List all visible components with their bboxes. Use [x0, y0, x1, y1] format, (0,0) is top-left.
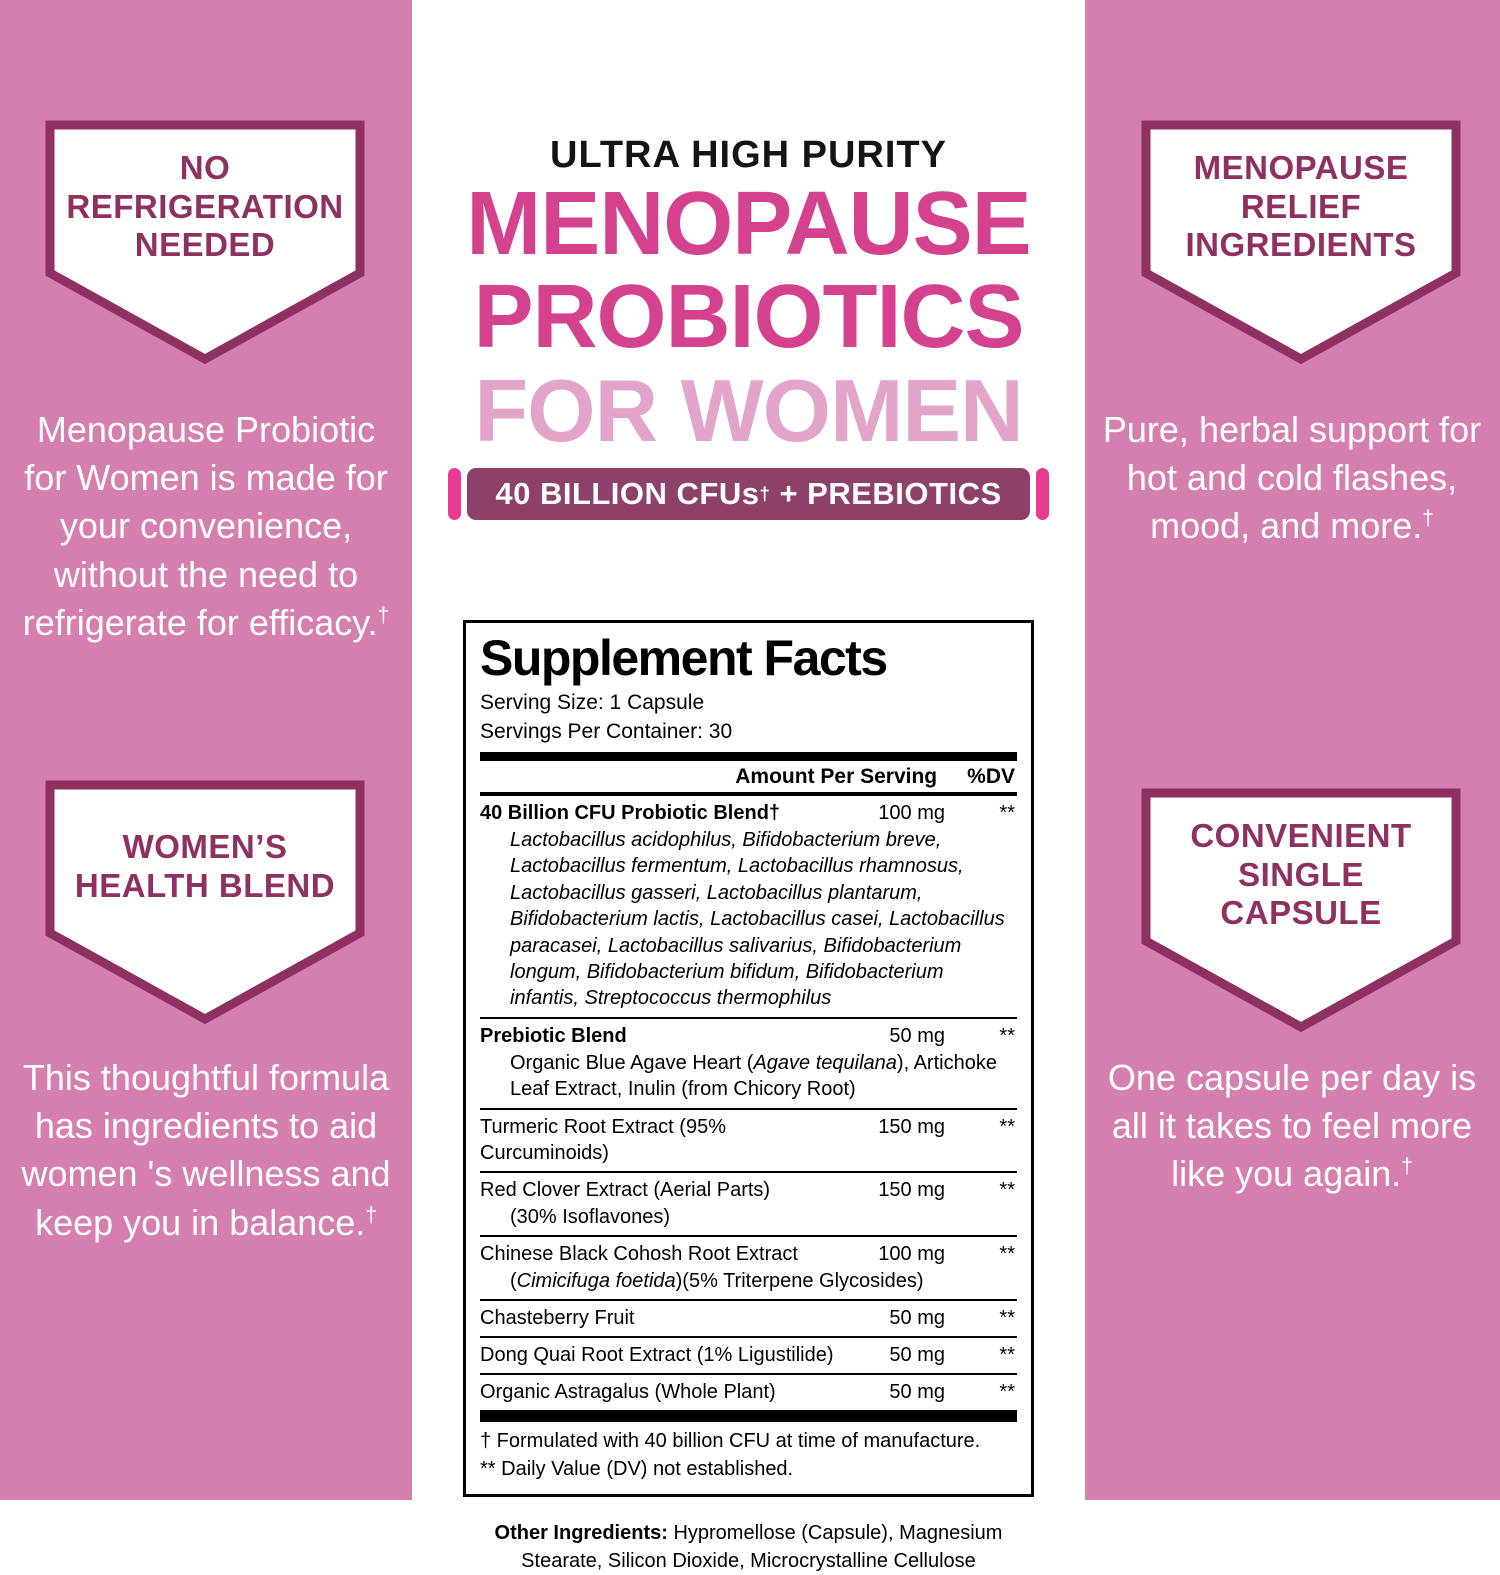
paragraph-no-refrigeration [12, 406, 400, 647]
ingredient-name: Chinese Black Cohosh Root Extract [480, 1242, 798, 1265]
ingredient-row [480, 1173, 1017, 1237]
divider-thick-bar-bottom [480, 1410, 1017, 1422]
divider-thick-bar [480, 752, 1017, 761]
ingredient-amount: 150 mg [878, 1115, 945, 1138]
badge-label: CONVENIENT SINGLE CAPSULE [1190, 816, 1412, 932]
paragraph-text: One capsule per day is all it takes to feel more like you again. [1107, 1057, 1477, 1195]
facts-header-row [480, 761, 1017, 796]
cfu-banner [448, 468, 1048, 520]
banner-left-bracket [448, 468, 461, 520]
center-column [412, 0, 1085, 1575]
ingredient-name: 40 Billion CFU Probiotic Blend† [480, 802, 781, 825]
ingredient-name: Turmeric Root Extract (95% Curcuminoids) [480, 1115, 726, 1164]
ingredient-sublist: (Cimicifuga foetida)(5% Triterpene Glycosides) [510, 1269, 924, 1292]
ingredient-dv: ** [999, 1307, 1015, 1330]
badge-single-capsule [1141, 788, 1461, 1034]
ingredient-amount: 100 mg [878, 802, 945, 825]
ingredient-row [480, 1338, 1017, 1375]
badge-label: NO REFRIGERATION NEEDED [66, 148, 344, 264]
ingredient-amount: 150 mg [878, 1178, 945, 1201]
ingredient-amount: 100 mg [878, 1242, 945, 1265]
banner-text: + PREBIOTICS [770, 476, 1002, 512]
servings-per-container: Servings Per Container: 30 [480, 719, 733, 743]
supplement-facts-title: Supplement Facts [480, 630, 887, 687]
ingredient-dv: ** [999, 1242, 1015, 1265]
supplement-facts-panel [463, 620, 1034, 1496]
ingredient-name: Red Clover Extract (Aerial Parts) [480, 1178, 771, 1201]
ingredient-row [480, 1237, 1017, 1301]
dagger-symbol: † [365, 1203, 377, 1227]
ingredient-dv: ** [999, 1024, 1015, 1047]
dagger-symbol: † [1422, 507, 1434, 531]
ingredient-name: Chasteberry Fruit [480, 1307, 635, 1330]
right-pink-column [1085, 0, 1500, 1500]
other-ingredients-label: Other Ingredients: [494, 1521, 668, 1544]
footnote-formulated: † Formulated with 40 billion CFU at time of manufacture. [480, 1430, 981, 1453]
sf-rows [480, 796, 1017, 1410]
ingredient-row [480, 1110, 1017, 1173]
ingredient-amount: 50 mg [889, 1024, 945, 1047]
other-ingredients [469, 1519, 1029, 1575]
product-title-line2: PROBIOTICS [473, 267, 1024, 368]
amount-per-serving-header: Amount Per Serving [735, 765, 938, 789]
ingredient-dv: ** [999, 802, 1015, 825]
dagger-symbol: † [1401, 1155, 1413, 1179]
product-kicker: ULTRA HIGH PURITY [550, 134, 947, 176]
badge-label: MENOPAUSE RELIEF INGREDIENTS [1185, 148, 1417, 264]
paragraph-text: Pure, herbal support for hot and cold flashes, mood, and more. [1102, 409, 1482, 547]
dagger-symbol: † [377, 603, 390, 627]
dv-header: %DV [967, 765, 1015, 789]
paragraph-text: Menopause Probiotic for Women is made for your convenience, without the need to refrigerate for efficacy. [22, 409, 388, 643]
product-title-line3: FOR WOMEN [474, 360, 1023, 460]
ingredient-amount: 50 mg [889, 1307, 945, 1330]
ingredient-dv: ** [999, 1344, 1015, 1367]
footnote-daily-value: ** Daily Value (DV) not established. [480, 1457, 794, 1480]
badge-womens-health-blend [45, 780, 365, 1026]
badge-no-refrigeration [45, 120, 365, 366]
ingredient-dv: ** [999, 1381, 1015, 1404]
banner-text: 40 BILLION CFUs [495, 476, 760, 512]
banner-right-bracket [1036, 468, 1049, 520]
ingredient-amount: 50 mg [889, 1381, 945, 1404]
product-title-line1: MENOPAUSE [466, 173, 1031, 274]
ingredient-row [480, 1301, 1017, 1338]
ingredient-sublist: Lactobacillus acidophilus, Bifidobacterium breve, Lactobacillus fermentum, Lactobacillus rhamnosus, Lactobacillus gasseri, Lactobacillus plantarum, Bifidobacterium lactis, Lactobacillus casei, Lactobacillus paracasei, Lactobacillus salivarius, Bifidobacterium longum, Bifidobacterium bifidum, Bifidobacterium infantis, Streptococcus thermophilus [510, 829, 1005, 1010]
ingredient-name: Dong Quai Root Extract (1% Ligustilide) [480, 1344, 834, 1367]
banner-bar: 40 BILLION CFUs † + PREBIOTICS [467, 468, 1029, 520]
ingredient-dv: ** [999, 1178, 1015, 1201]
ingredient-row [480, 796, 1017, 1019]
other-ingredients-text: Hypromellose (Capsule), Magnesium Stearate, Silicon Dioxide, Microcrystalline Cellulose [521, 1521, 1003, 1572]
left-pink-column [0, 0, 412, 1500]
serving-size: Serving Size: 1 Capsule [480, 691, 705, 715]
badge-menopause-relief [1141, 120, 1461, 366]
ingredient-sublist: Organic Blue Agave Heart (Agave tequilana), Artichoke Leaf Extract, Inulin (from Chicory Root) [510, 1051, 997, 1101]
ingredient-row [480, 1019, 1017, 1110]
paragraph-text: This thoughtful formula has ingredients to aid women 's wellness and keep you in balance. [21, 1057, 391, 1243]
ingredient-name: Organic Astragalus (Whole Plant) [480, 1381, 776, 1404]
ingredient-row [480, 1375, 1017, 1410]
ingredient-name: Prebiotic Blend [480, 1024, 627, 1047]
paragraph-one-capsule [1099, 1054, 1485, 1199]
paragraph-womens-health [12, 1054, 400, 1247]
ingredient-amount: 50 mg [889, 1344, 945, 1367]
ingredient-sublist: (30% Isoflavones) [510, 1205, 671, 1228]
ingredient-dv: ** [999, 1115, 1015, 1138]
paragraph-herbal-support [1099, 406, 1485, 551]
badge-label: WOMEN’S HEALTH BLEND [74, 828, 336, 904]
